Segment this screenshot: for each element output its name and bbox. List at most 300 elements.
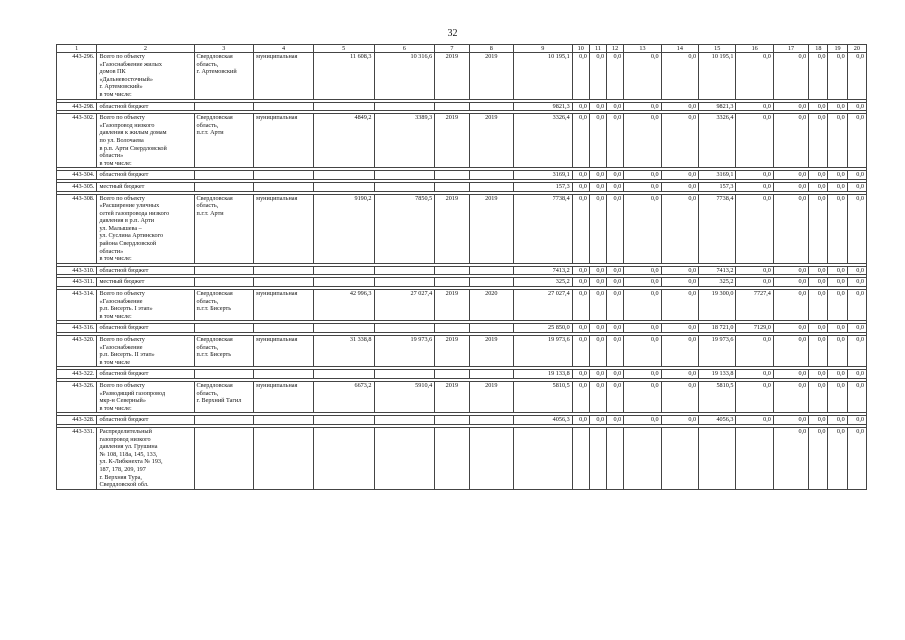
column-number: 1 [57,45,97,53]
table-cell: 0,0 [736,171,773,180]
budget-source-row [57,182,867,191]
object-row [57,336,867,367]
table-cell: 0,0 [624,182,661,191]
table-cell [194,370,254,379]
table-cell: областной бюджет [97,370,194,379]
table-cell [194,266,254,275]
table-cell: 157,3 [699,182,736,191]
budget-source-row [57,278,867,287]
table-cell: 443-302. [57,114,97,168]
table-cell: 0,0 [607,290,624,321]
table-cell: 0,0 [607,336,624,367]
table-cell: 0,0 [809,370,828,379]
table-cell: Свердловская область, п.г.т. Бисерть [194,336,254,367]
table-cell: 0,0 [828,194,847,263]
table-cell: 0,0 [828,182,847,191]
table-cell: 0,0 [607,102,624,111]
table-cell: 19 133,8 [699,370,736,379]
table-cell [374,324,435,333]
table-cell: 0,0 [589,102,606,111]
table-cell: 3169,1 [514,171,573,180]
table-cell: 0,0 [847,171,866,180]
table-cell: 443-305. [57,182,97,191]
table-cell: 0,0 [589,278,606,287]
table-cell: 2019 [469,114,513,168]
column-number: 16 [736,45,773,53]
table-cell: 0,0 [809,194,828,263]
table-cell: 0,0 [828,324,847,333]
table-cell: 0,0 [661,290,698,321]
table-cell: муниципальная [254,381,314,412]
table-cell: 0,0 [589,171,606,180]
table-cell: 443-320. [57,336,97,367]
table-cell: 0,0 [847,114,866,168]
table-cell: 5810,5 [699,381,736,412]
table-cell: 0,0 [572,53,589,100]
table-cell [194,427,254,489]
table-cell: 443-314. [57,290,97,321]
table-cell [469,266,513,275]
table-cell: 0,0 [572,370,589,379]
table-cell [435,171,469,180]
table-cell: 0,0 [624,114,661,168]
table-cell: 7413,2 [699,266,736,275]
table-cell: 0,0 [607,266,624,275]
table-cell: 0,0 [773,324,808,333]
table-cell: 0,0 [572,416,589,425]
table-cell [572,427,589,489]
table-cell [313,171,374,180]
table-cell: 9821,3 [699,102,736,111]
table-cell [194,324,254,333]
table-cell [374,416,435,425]
table-cell: 5810,5 [514,381,573,412]
table-cell: 443-328. [57,416,97,425]
table-cell: 0,0 [661,416,698,425]
table-cell [313,182,374,191]
table-cell: 2019 [469,336,513,367]
table-cell: 0,0 [607,278,624,287]
table-cell: 0,0 [661,171,698,180]
table-cell: 0,0 [624,53,661,100]
table-cell: 0,0 [773,194,808,263]
table-cell: Свердловская область, г. Артемовский [194,53,254,100]
table-cell: 325,2 [699,278,736,287]
table-cell: 0,0 [828,381,847,412]
table-cell [313,370,374,379]
table-cell: 325,2 [514,278,573,287]
table-cell: Всего по объекту «Газоснабжение жилых домов ПК «Дальневосточный» г. Артемовский» в том числе: [97,53,194,100]
table-cell: 2019 [469,194,513,263]
table-cell: 0,0 [847,427,866,489]
table-cell: 0,0 [773,278,808,287]
table-cell: 0,0 [589,266,606,275]
table-cell: муниципальная [254,53,314,100]
table-cell: 0,0 [661,266,698,275]
table-cell [254,278,314,287]
table-cell: 0,0 [572,102,589,111]
table-cell: 0,0 [773,114,808,168]
table-cell: 7850,5 [374,194,435,263]
table-cell: 0,0 [773,416,808,425]
table-cell: Всего по объекту «Разводящий газопровод мкр-н Северный» в том числе: [97,381,194,412]
table-cell [435,102,469,111]
table-cell [254,427,314,489]
table-cell: 0,0 [589,290,606,321]
table-cell: 0,0 [607,182,624,191]
table-cell: 0,0 [736,53,773,100]
table-cell: 18 721,0 [699,324,736,333]
table-cell: 0,0 [736,194,773,263]
column-number: 8 [469,45,513,53]
table-cell: 4849,2 [313,114,374,168]
table-cell: 0,0 [773,290,808,321]
table-cell: 0,0 [736,370,773,379]
table-cell: 0,0 [736,266,773,275]
table-cell: 0,0 [661,102,698,111]
table-cell: 0,0 [773,370,808,379]
table-cell: 19 973,6 [374,336,435,367]
table-cell: 2019 [435,114,469,168]
table-cell: 25 850,0 [514,324,573,333]
table-cell: 0,0 [773,381,808,412]
table-cell [374,182,435,191]
table-cell [254,370,314,379]
table-cell: 0,0 [572,290,589,321]
table-cell [624,427,661,489]
table-cell: областной бюджет [97,416,194,425]
object-row [57,381,867,412]
table-cell: 2019 [435,336,469,367]
table-cell: 0,0 [607,114,624,168]
table-cell: 0,0 [847,336,866,367]
table-cell: 0,0 [624,171,661,180]
table-cell: 3326,4 [514,114,573,168]
table-cell [589,427,606,489]
column-number: 9 [514,45,573,53]
object-row [57,290,867,321]
table-cell: 7727,4 [736,290,773,321]
column-number: 2 [97,45,194,53]
table-cell: 0,0 [572,114,589,168]
table-cell [469,102,513,111]
table-cell: 0,0 [624,324,661,333]
table-cell [194,416,254,425]
table-cell: Всего по объекту «Расширение уличных сетей газопровода низкого давления в р.п. Арти ул. Малышева – ул. Суслина Артинского района Свердловской области» в том числе: [97,194,194,263]
table-cell [313,416,374,425]
table-cell: 0,0 [589,370,606,379]
table-cell: 0,0 [661,324,698,333]
table-cell: 0,0 [572,324,589,333]
table-cell: 0,0 [572,182,589,191]
table-cell: 0,0 [828,102,847,111]
budget-table [56,44,867,490]
table-cell: 0,0 [828,416,847,425]
table-cell [254,416,314,425]
table-cell: 0,0 [828,290,847,321]
table-cell: 0,0 [607,381,624,412]
table-cell: 0,0 [773,182,808,191]
table-cell: 0,0 [736,416,773,425]
table-cell: 0,0 [773,266,808,275]
table-cell [699,427,736,489]
table-cell: 443-298. [57,102,97,111]
table-cell: 0,0 [828,114,847,168]
table-cell [374,427,435,489]
table-cell: 443-296. [57,53,97,100]
table-cell: 5910,4 [374,381,435,412]
table-cell: 443-331. [57,427,97,489]
table-cell [313,278,374,287]
table-cell: 0,0 [736,114,773,168]
column-number: 7 [435,45,469,53]
table-cell: муниципальная [254,290,314,321]
table-cell: 3326,4 [699,114,736,168]
table-cell [469,182,513,191]
table-cell: 0,0 [661,194,698,263]
table-cell: 0,0 [624,381,661,412]
table-cell: 3389,3 [374,114,435,168]
table-cell: 19 973,6 [699,336,736,367]
table-cell: 0,0 [847,53,866,100]
table-cell: 0,0 [589,114,606,168]
table-cell [313,324,374,333]
table-cell: 0,0 [773,336,808,367]
table-cell [469,278,513,287]
table-cell: Свердловская область, п.г.т. Арти [194,194,254,263]
table-cell: Всего по объекту «Газоснабжение р.п. Бисерть. II этап» в том числе [97,336,194,367]
table-cell: 10 195,1 [514,53,573,100]
table-cell: 2019 [469,381,513,412]
column-number: 19 [828,45,847,53]
table-cell: 0,0 [828,370,847,379]
table-cell [435,182,469,191]
table-cell: Распределительный газопровод низкого давления ул. Грушина № 108, 118а, 145, 133, ул. К-Либкнехта № 193, 187, 178, 209, 197 г. Верхняя Тура, Свердловской обл. [97,427,194,489]
table-cell [313,266,374,275]
table-cell: 443-310. [57,266,97,275]
table-cell [374,266,435,275]
table-cell: Всего по объекту «Газопровод низкого давления к жилым домам по ул. Волочаева в р.п. Арти Свердловской области» в том числе: [97,114,194,168]
table-cell: 0,0 [607,370,624,379]
table-cell: 10 316,6 [374,53,435,100]
table-cell: 443-322. [57,370,97,379]
table-cell: 0,0 [847,370,866,379]
column-number-row [57,45,867,53]
budget-source-row [57,416,867,425]
column-number: 20 [847,45,866,53]
column-number: 6 [374,45,435,53]
table-cell: 19 133,8 [514,370,573,379]
table-cell: 7738,4 [514,194,573,263]
table-cell [254,324,314,333]
table-cell: 7413,2 [514,266,573,275]
table-cell: 0,0 [661,114,698,168]
table-cell: 27 027,4 [514,290,573,321]
table-cell: 0,0 [572,194,589,263]
table-cell: 0,0 [572,171,589,180]
table-cell: 0,0 [847,416,866,425]
table-cell: 0,0 [607,53,624,100]
table-cell [435,324,469,333]
table-cell: областной бюджет [97,324,194,333]
table-cell [194,171,254,180]
table-cell: 0,0 [589,324,606,333]
table-cell: 0,0 [589,194,606,263]
table-cell [254,171,314,180]
table-cell: 4056,3 [514,416,573,425]
table-cell [435,427,469,489]
table-cell: 0,0 [624,336,661,367]
budget-source-row [57,324,867,333]
table-cell: 7129,0 [736,324,773,333]
table-cell: 2019 [435,194,469,263]
table-cell: 0,0 [847,266,866,275]
table-cell [374,278,435,287]
table-cell: 0,0 [624,266,661,275]
column-number: 5 [313,45,374,53]
table-cell: муниципальная [254,114,314,168]
table-cell: 19 300,0 [699,290,736,321]
table-cell: 0,0 [809,114,828,168]
table-cell: 0,0 [847,278,866,287]
budget-source-row [57,266,867,275]
table-cell: 0,0 [607,171,624,180]
table-cell: 0,0 [809,278,828,287]
column-number: 11 [589,45,606,53]
table-cell: местный бюджет [97,278,194,287]
column-number: 3 [194,45,254,53]
table-cell: 0,0 [661,182,698,191]
table-cell: 0,0 [809,102,828,111]
table-cell [374,370,435,379]
table-cell: 2019 [435,290,469,321]
table-cell: 0,0 [661,53,698,100]
table-cell: 0,0 [809,427,828,489]
table-cell: 0,0 [736,102,773,111]
table-cell: 0,0 [661,336,698,367]
table-cell: 0,0 [809,290,828,321]
column-number: 18 [809,45,828,53]
table-cell: 0,0 [736,336,773,367]
table-cell: 42 996,3 [313,290,374,321]
table-cell [374,171,435,180]
table-cell: местный бюджет [97,182,194,191]
table-cell: 0,0 [809,336,828,367]
table-cell [607,427,624,489]
table-cell: 9190,2 [313,194,374,263]
table-cell: 0,0 [589,53,606,100]
table-cell: 0,0 [773,427,808,489]
table-cell: 0,0 [809,416,828,425]
table-cell: 0,0 [847,182,866,191]
table-cell: 0,0 [736,182,773,191]
table-cell [736,427,773,489]
table-cell: 0,0 [828,53,847,100]
table-cell: Свердловская область, п.г.т. Арти [194,114,254,168]
table-cell: 0,0 [624,102,661,111]
table-cell [435,370,469,379]
table-cell [313,427,374,489]
table-cell: 0,0 [661,381,698,412]
table-cell: 0,0 [809,324,828,333]
table-cell: 0,0 [809,182,828,191]
table-cell [194,102,254,111]
table-cell [435,416,469,425]
table-cell [254,182,314,191]
table-cell: 6673,2 [313,381,374,412]
table-cell [313,102,374,111]
table-cell: 0,0 [736,381,773,412]
table-cell: муниципальная [254,194,314,263]
object-row [57,53,867,100]
table-cell [254,102,314,111]
table-cell: 0,0 [572,381,589,412]
table-cell: 0,0 [847,324,866,333]
budget-source-row [57,171,867,180]
table-cell: 0,0 [828,278,847,287]
object-row [57,114,867,168]
table-cell [469,427,513,489]
table-cell: 2020 [469,290,513,321]
table-cell: 0,0 [828,427,847,489]
table-cell: 11 608,3 [313,53,374,100]
budget-source-row [57,370,867,379]
table-cell [254,266,314,275]
table-cell [374,102,435,111]
table-cell: 0,0 [624,370,661,379]
page-number: 32 [447,28,458,39]
table-cell [194,182,254,191]
table-cell: 443-326. [57,381,97,412]
table-cell [194,278,254,287]
table-cell: 0,0 [773,53,808,100]
table-cell: 27 027,4 [374,290,435,321]
table-cell: 10 195,1 [699,53,736,100]
table-cell: 2019 [469,53,513,100]
table-cell: 443-308. [57,194,97,263]
table-cell: 0,0 [589,182,606,191]
table-cell: 0,0 [589,416,606,425]
column-number: 10 [572,45,589,53]
table-cell: 0,0 [809,171,828,180]
table-cell: областной бюджет [97,171,194,180]
column-number: 17 [773,45,808,53]
table-cell: 0,0 [773,102,808,111]
table-cell [435,266,469,275]
table-cell: 9821,3 [514,102,573,111]
table-cell: 0,0 [624,194,661,263]
table-cell: 0,0 [572,266,589,275]
column-number: 15 [699,45,736,53]
table-cell: 443-311. [57,278,97,287]
table-cell: 0,0 [828,266,847,275]
column-number: 14 [661,45,698,53]
table-cell: 19 973,6 [514,336,573,367]
table-cell: 0,0 [624,278,661,287]
table-cell: Свердловская область, п.г.т. Бисерть [194,290,254,321]
column-number: 4 [254,45,314,53]
table-cell: 0,0 [589,336,606,367]
table-cell [469,416,513,425]
table-cell: 4056,3 [699,416,736,425]
budget-source-row [57,102,867,111]
table-cell: 0,0 [624,290,661,321]
table-cell: областной бюджет [97,102,194,111]
table-cell: 0,0 [572,336,589,367]
table-cell [469,370,513,379]
table-cell: 0,0 [607,194,624,263]
table-cell: 157,3 [514,182,573,191]
